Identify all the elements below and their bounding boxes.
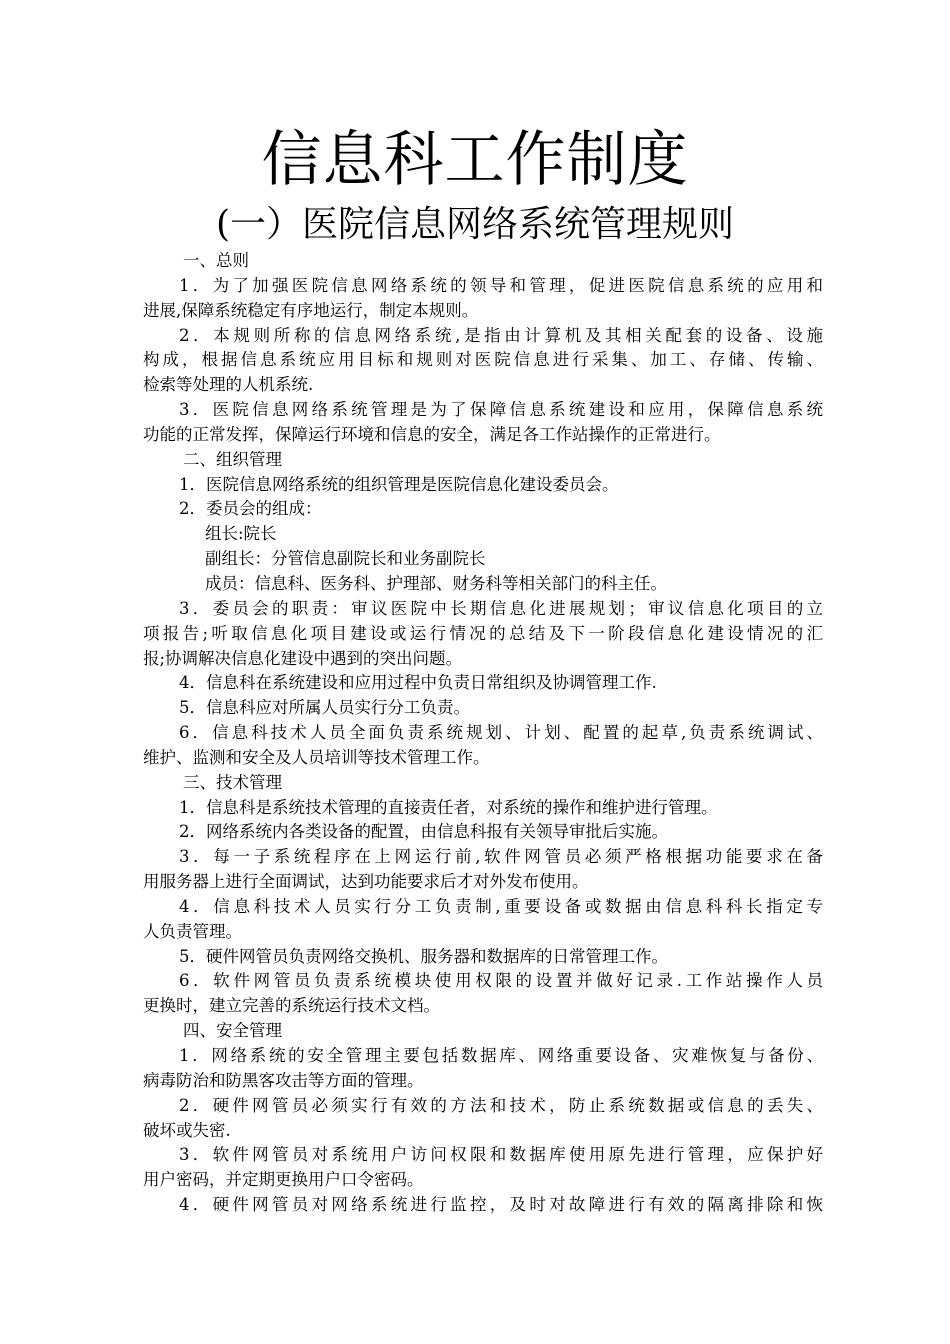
paragraph-line: 4．信息科在系统建设和应用过程中负责日常组织及协调管理工作. [179, 673, 657, 693]
paragraph-line: 维护、监测和安全及人员培训等技术管理工作。 [143, 747, 490, 767]
paragraph-line: 病毒防治和防黑客攻击等方面的管理。 [143, 1070, 424, 1090]
section-heading: 四、安全管理 [183, 1021, 282, 1041]
paragraph-line: 2．硬件网管员必须实行有效的方法和技术，防止系统数据或信息的丢失、 [179, 1095, 823, 1115]
paragraph-line: 破坏或失密. [143, 1120, 231, 1140]
paragraph-line: 用户密码，并定期更换用户口令密码。 [143, 1170, 424, 1190]
paragraph-line: 1．医院信息网络系统的组织管理是医院信息化建设委员会。 [179, 474, 619, 494]
section-heading: 三、技术管理 [183, 772, 282, 792]
section-heading: 一、总则 [183, 251, 249, 270]
paragraph-line: 项报告;听取信息化项目建设或运行情况的总结及下一阶段信息化建设情况的汇 [143, 623, 823, 643]
paragraph-line: 进展,保障系统稳定有序地运行，制定本规则。 [143, 300, 479, 320]
paragraph-line: 成员：信息科、医务科、护理部、财务科等相关部门的科主任。 [205, 573, 667, 593]
paragraph-line: 3．医院信息网络系统管理是为了保障信息系统建设和应用，保障信息系统 [179, 400, 823, 420]
paragraph-line: 1．信息科是系统技术管理的直接责任者，对系统的操作和维护进行管理。 [179, 797, 718, 817]
paragraph-line: 2．委员会的组成： [179, 499, 322, 519]
paragraph-line: 5．信息科应对所属人员实行分工负责。 [179, 698, 470, 718]
paragraph-line: 人负责管理。 [143, 921, 242, 941]
paragraph-line: 用服务器上进行全面调试，达到功能要求后才对外发布使用。 [143, 872, 589, 892]
paragraph-line: 3．软件网管员对系统用户访问权限和数据库使用原先进行管理，应保护好 [179, 1145, 823, 1165]
paragraph-line: 4．信息科技术人员实行分工负责制,重要设备或数据由信息科科长指定专 [179, 896, 823, 916]
paragraph-line: 副组长：分管信息副院长和业务副院长 [205, 549, 486, 569]
paragraph-line: 构成，根据信息系统应用目标和规则对医院信息进行采集、加工、存储、传输、 [143, 350, 823, 370]
paragraph-line: 检索等处理的人机系统. [143, 375, 314, 395]
page-title: 信息科工作制度 [261, 125, 689, 195]
document-body [143, 249, 823, 1218]
paragraph-line: 3．每一子系统程序在上网运行前,软件网管员必须严格根据功能要求在备 [179, 847, 823, 867]
paragraph-line: 报;协调解决信息化建设中遇到的突出问题。 [143, 648, 463, 668]
section-heading: 二、组织管理 [183, 449, 282, 469]
paragraph-line: 功能的正常发挥，保障运行环境和信息的安全，满足各工作站操作的正常进行。 [143, 424, 721, 444]
paragraph-line: 5．硬件网管员负责网络交换机、服务器和数据库的日常管理工作。 [179, 946, 668, 966]
paragraph-line: 2．本规则所称的信息网络系统,是指由计算机及其相关配套的设备、设施 [179, 325, 823, 345]
paragraph-line: 1．网络系统的安全管理主要包括数据库、网络重要设备、灾难恢复与备份、 [179, 1046, 823, 1065]
paragraph-line: 6．软件网管员负责系统模块使用权限的设置并做好记录.工作站操作人员 [179, 971, 823, 991]
paragraph-line: 更换时，建立完善的系统运行技术文档。 [143, 996, 440, 1016]
paragraph-line: 3．委员会的职责：审议医院中长期信息化进展规划；审议信息化项目的立 [179, 598, 823, 618]
page-subtitle: (一）医院信息网络系统管理规则 [215, 204, 735, 245]
paragraph-line: 6．信息科技术人员全面负责系统规划、计划、配置的起草,负责系统调试、 [179, 723, 823, 743]
paragraph-line: 2．网络系统内各类设备的配置，由信息科报有关领导审批后实施。 [179, 822, 668, 842]
paragraph-line: 4．硬件网管员对网络系统进行监控，及时对故障进行有效的隔离排除和恢 [179, 1195, 823, 1215]
paragraph-line: 1．为了加强医院信息网络系统的领导和管理，促进医院信息系统的应用和 [179, 275, 823, 295]
paragraph-line: 组长:院长 [205, 524, 277, 544]
